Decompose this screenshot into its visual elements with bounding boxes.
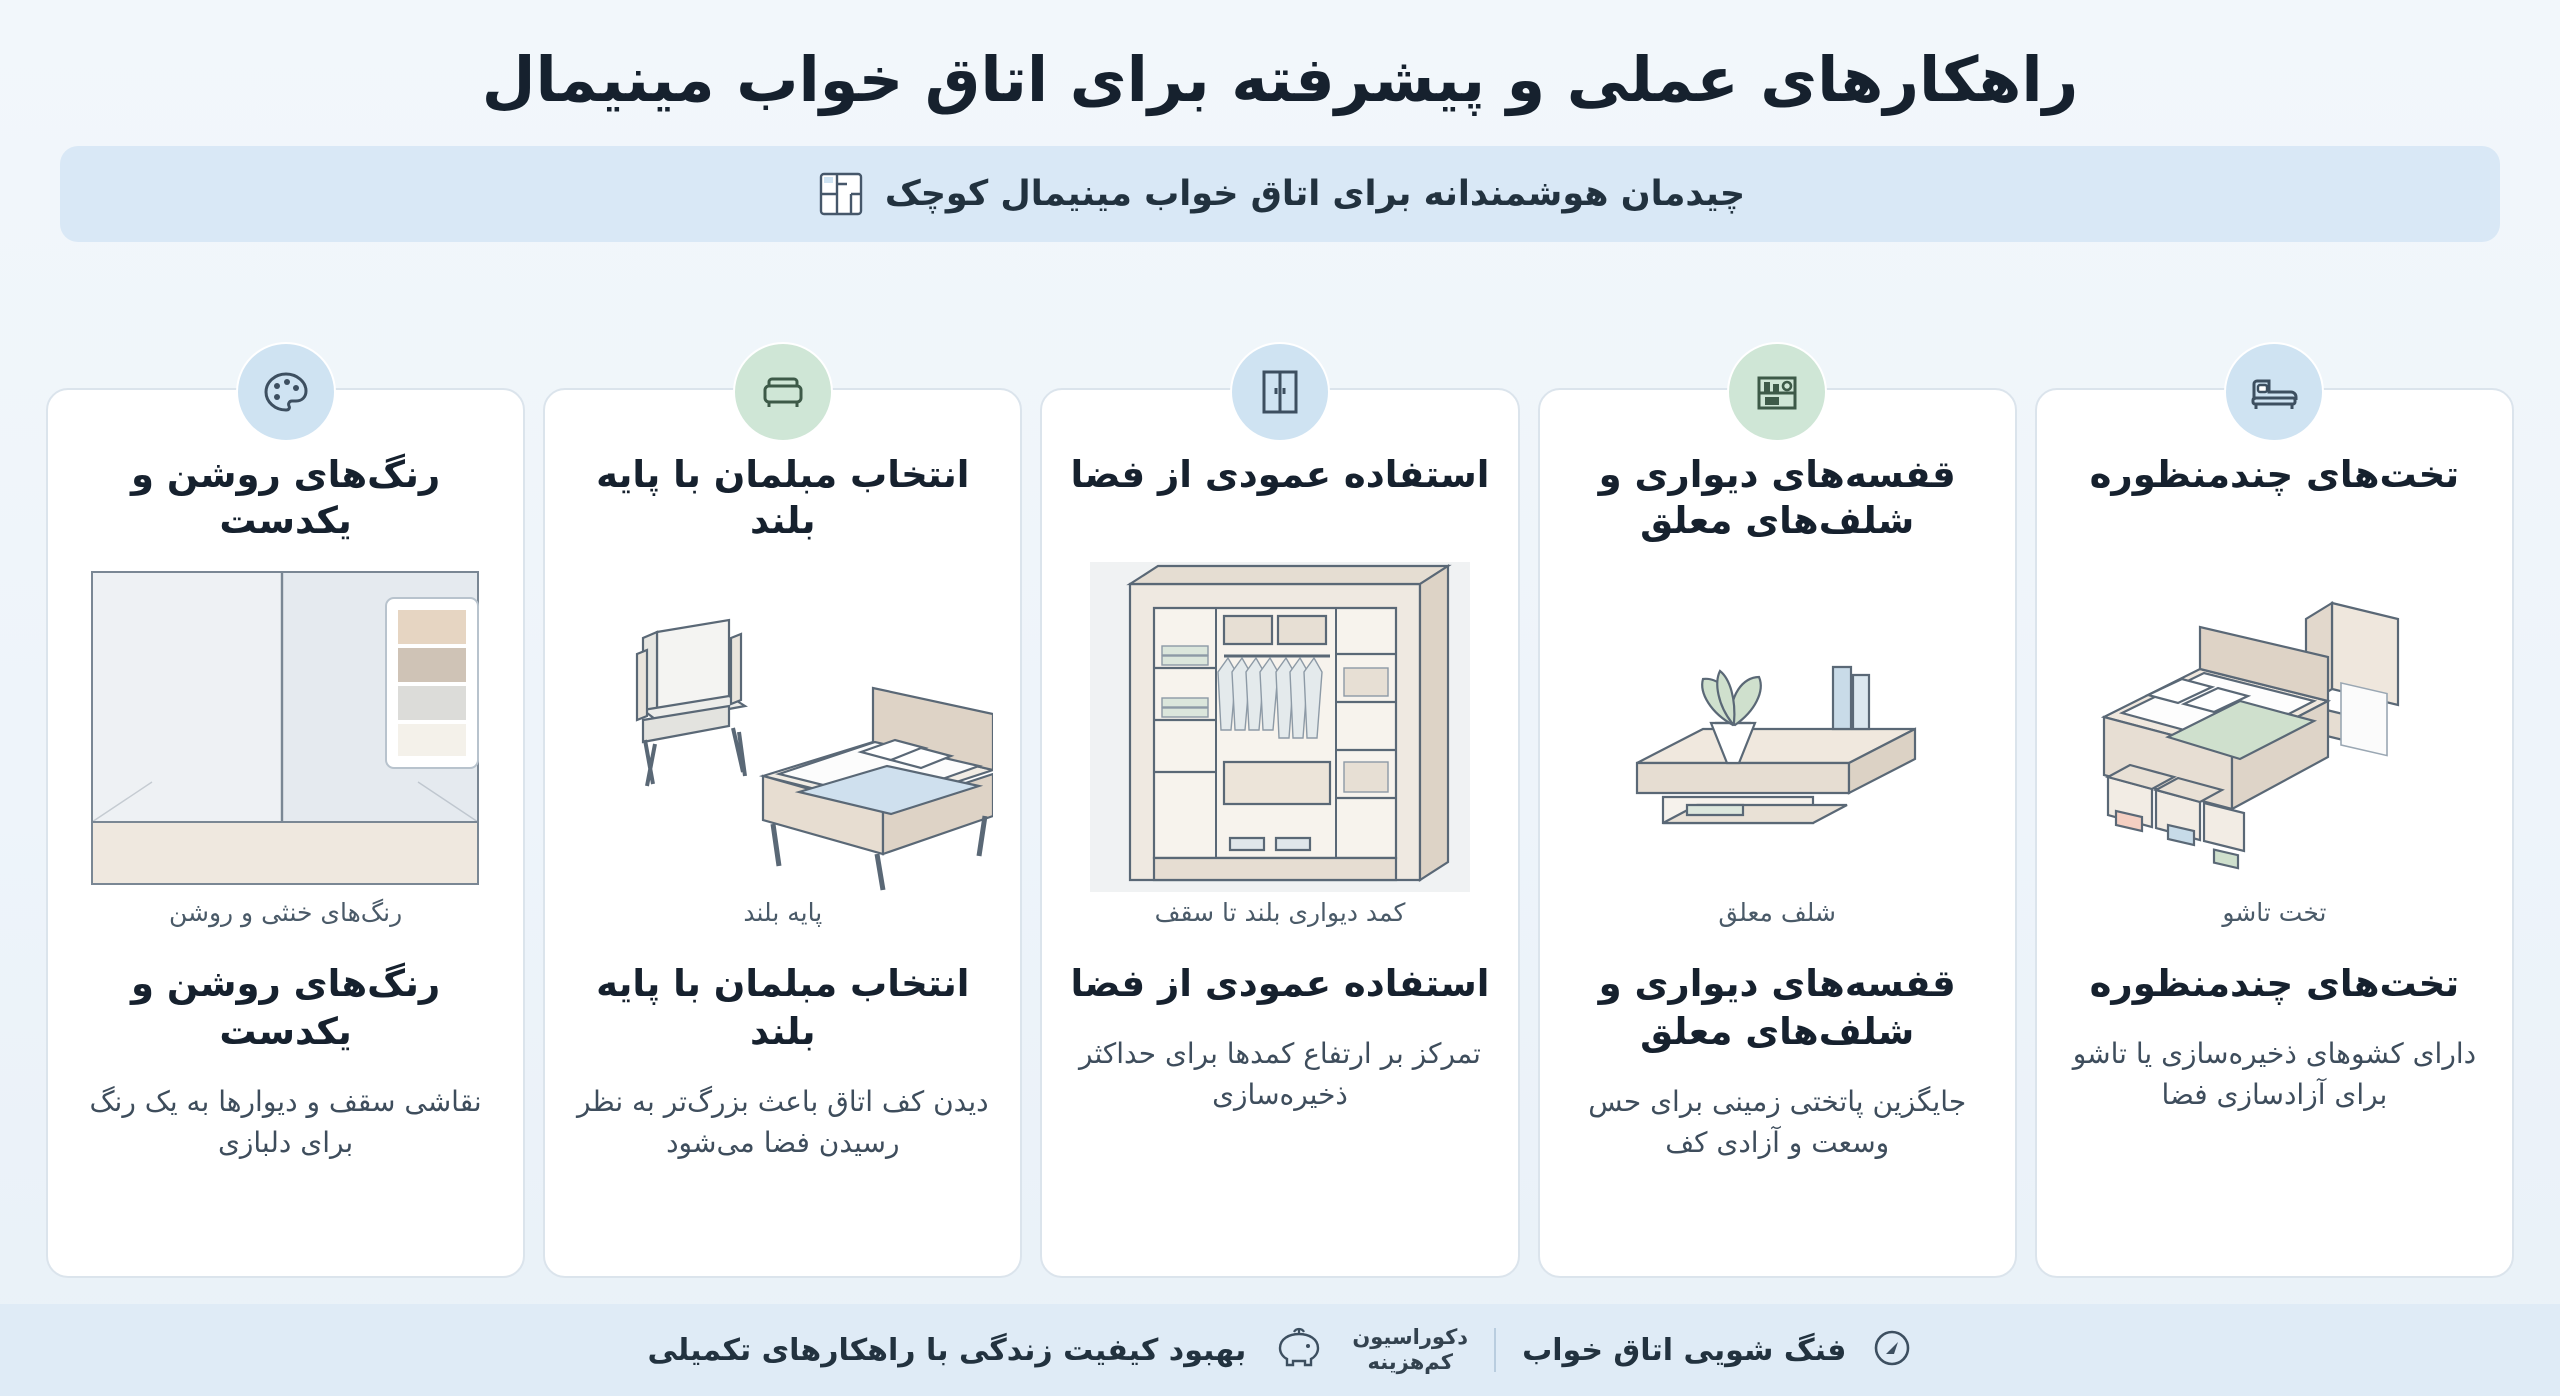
brand-label xyxy=(1352,1325,1468,1375)
card-legged-furniture[interactable] xyxy=(543,388,1022,1278)
cards-row xyxy=(46,388,2514,1278)
illustration-armchair-and-bed xyxy=(571,562,994,892)
footer-right-text: بهبود کیفیت زندگی با راهکارهای تکمیلی xyxy=(647,1332,1247,1368)
illustration-caption: رنگ‌های خنثی و روشن xyxy=(168,898,403,927)
brand-line-2: کم‌هزینه xyxy=(1367,1350,1453,1374)
footer-divider xyxy=(1494,1328,1496,1372)
card-headline: استفاده عمودی از فضا xyxy=(1070,962,1490,1005)
card-description: نقاشی سقف و دیوارها به یک رنگ برای دلبازی xyxy=(89,1085,482,1159)
illustration-caption: کمد دیواری بلند تا سقف xyxy=(1154,898,1406,927)
brand-line-1: دکوراسیون xyxy=(1352,1324,1469,1349)
piggy-bank-icon xyxy=(1272,1326,1326,1374)
sofa-icon xyxy=(733,342,833,442)
footer-left-text: فنگ شویی اتاق خواب xyxy=(1522,1332,1847,1368)
illustration-floating-shelf xyxy=(1566,562,1989,892)
illustration-room-corner-swatches xyxy=(74,562,497,892)
page-title: راهکارهای عملی و پیشرفته برای اتاق خواب مینیمال xyxy=(481,43,2079,116)
subtitle-text: چیدمان هوشمندانه برای اتاق خواب مینیمال کوچک xyxy=(884,173,1746,214)
wardrobe-icon xyxy=(1230,342,1330,442)
shelf-icon xyxy=(1727,342,1827,442)
card-title: انتخاب مبلمان با پایه بلند xyxy=(596,453,970,543)
bed-icon xyxy=(2224,342,2324,442)
subtitle-bar xyxy=(60,146,2500,242)
card-headline: رنگ‌های روشن و یکدست xyxy=(130,962,441,1054)
card-description: جایگزین پاتختی زمینی برای حس وسعت و آزادی کف xyxy=(1588,1085,1967,1159)
illustration-tall-wardrobe xyxy=(1068,562,1491,892)
card-title: قفسه‌های دیواری و شلف‌های معلق xyxy=(1598,453,1956,543)
floorplan-icon xyxy=(815,168,867,220)
footer-bar xyxy=(0,1304,2560,1396)
card-multipurpose-beds[interactable] xyxy=(2035,388,2514,1278)
card-description: دارای کشوهای ذخیره‌سازی یا تاشو برای آزادسازی فضا xyxy=(2072,1037,2477,1111)
illustration-bed-with-drawers xyxy=(2063,562,2486,892)
card-headline: قفسه‌های دیواری و شلف‌های معلق xyxy=(1598,962,1956,1054)
card-headline: انتخاب مبلمان با پایه بلند xyxy=(596,962,970,1054)
card-light-colors[interactable] xyxy=(46,388,525,1278)
card-title: استفاده عمودی از فضا xyxy=(1070,453,1490,496)
card-title: تخت‌های چندمنظوره xyxy=(2089,453,2460,496)
card-headline: تخت‌های چندمنظوره xyxy=(2089,962,2460,1005)
card-wall-shelves[interactable] xyxy=(1538,388,2017,1278)
card-description: تمرکز بر ارتفاع کمدها برای حداکثر ذخیره‌سازی xyxy=(1079,1037,1481,1111)
illustration-caption: تخت تاشو xyxy=(2222,898,2327,927)
illustration-caption: شلف معلق xyxy=(1718,898,1837,927)
card-description: دیدن کف اتاق باعث بزرگ‌تر به نظر رسیدن فضا می‌شود xyxy=(576,1085,989,1159)
compass-icon xyxy=(1872,1328,1912,1372)
palette-icon xyxy=(236,342,336,442)
card-title: رنگ‌های روشن و یکدست xyxy=(130,453,441,543)
illustration-caption: پایه بلند xyxy=(743,898,823,927)
card-vertical-space[interactable] xyxy=(1040,388,1519,1278)
